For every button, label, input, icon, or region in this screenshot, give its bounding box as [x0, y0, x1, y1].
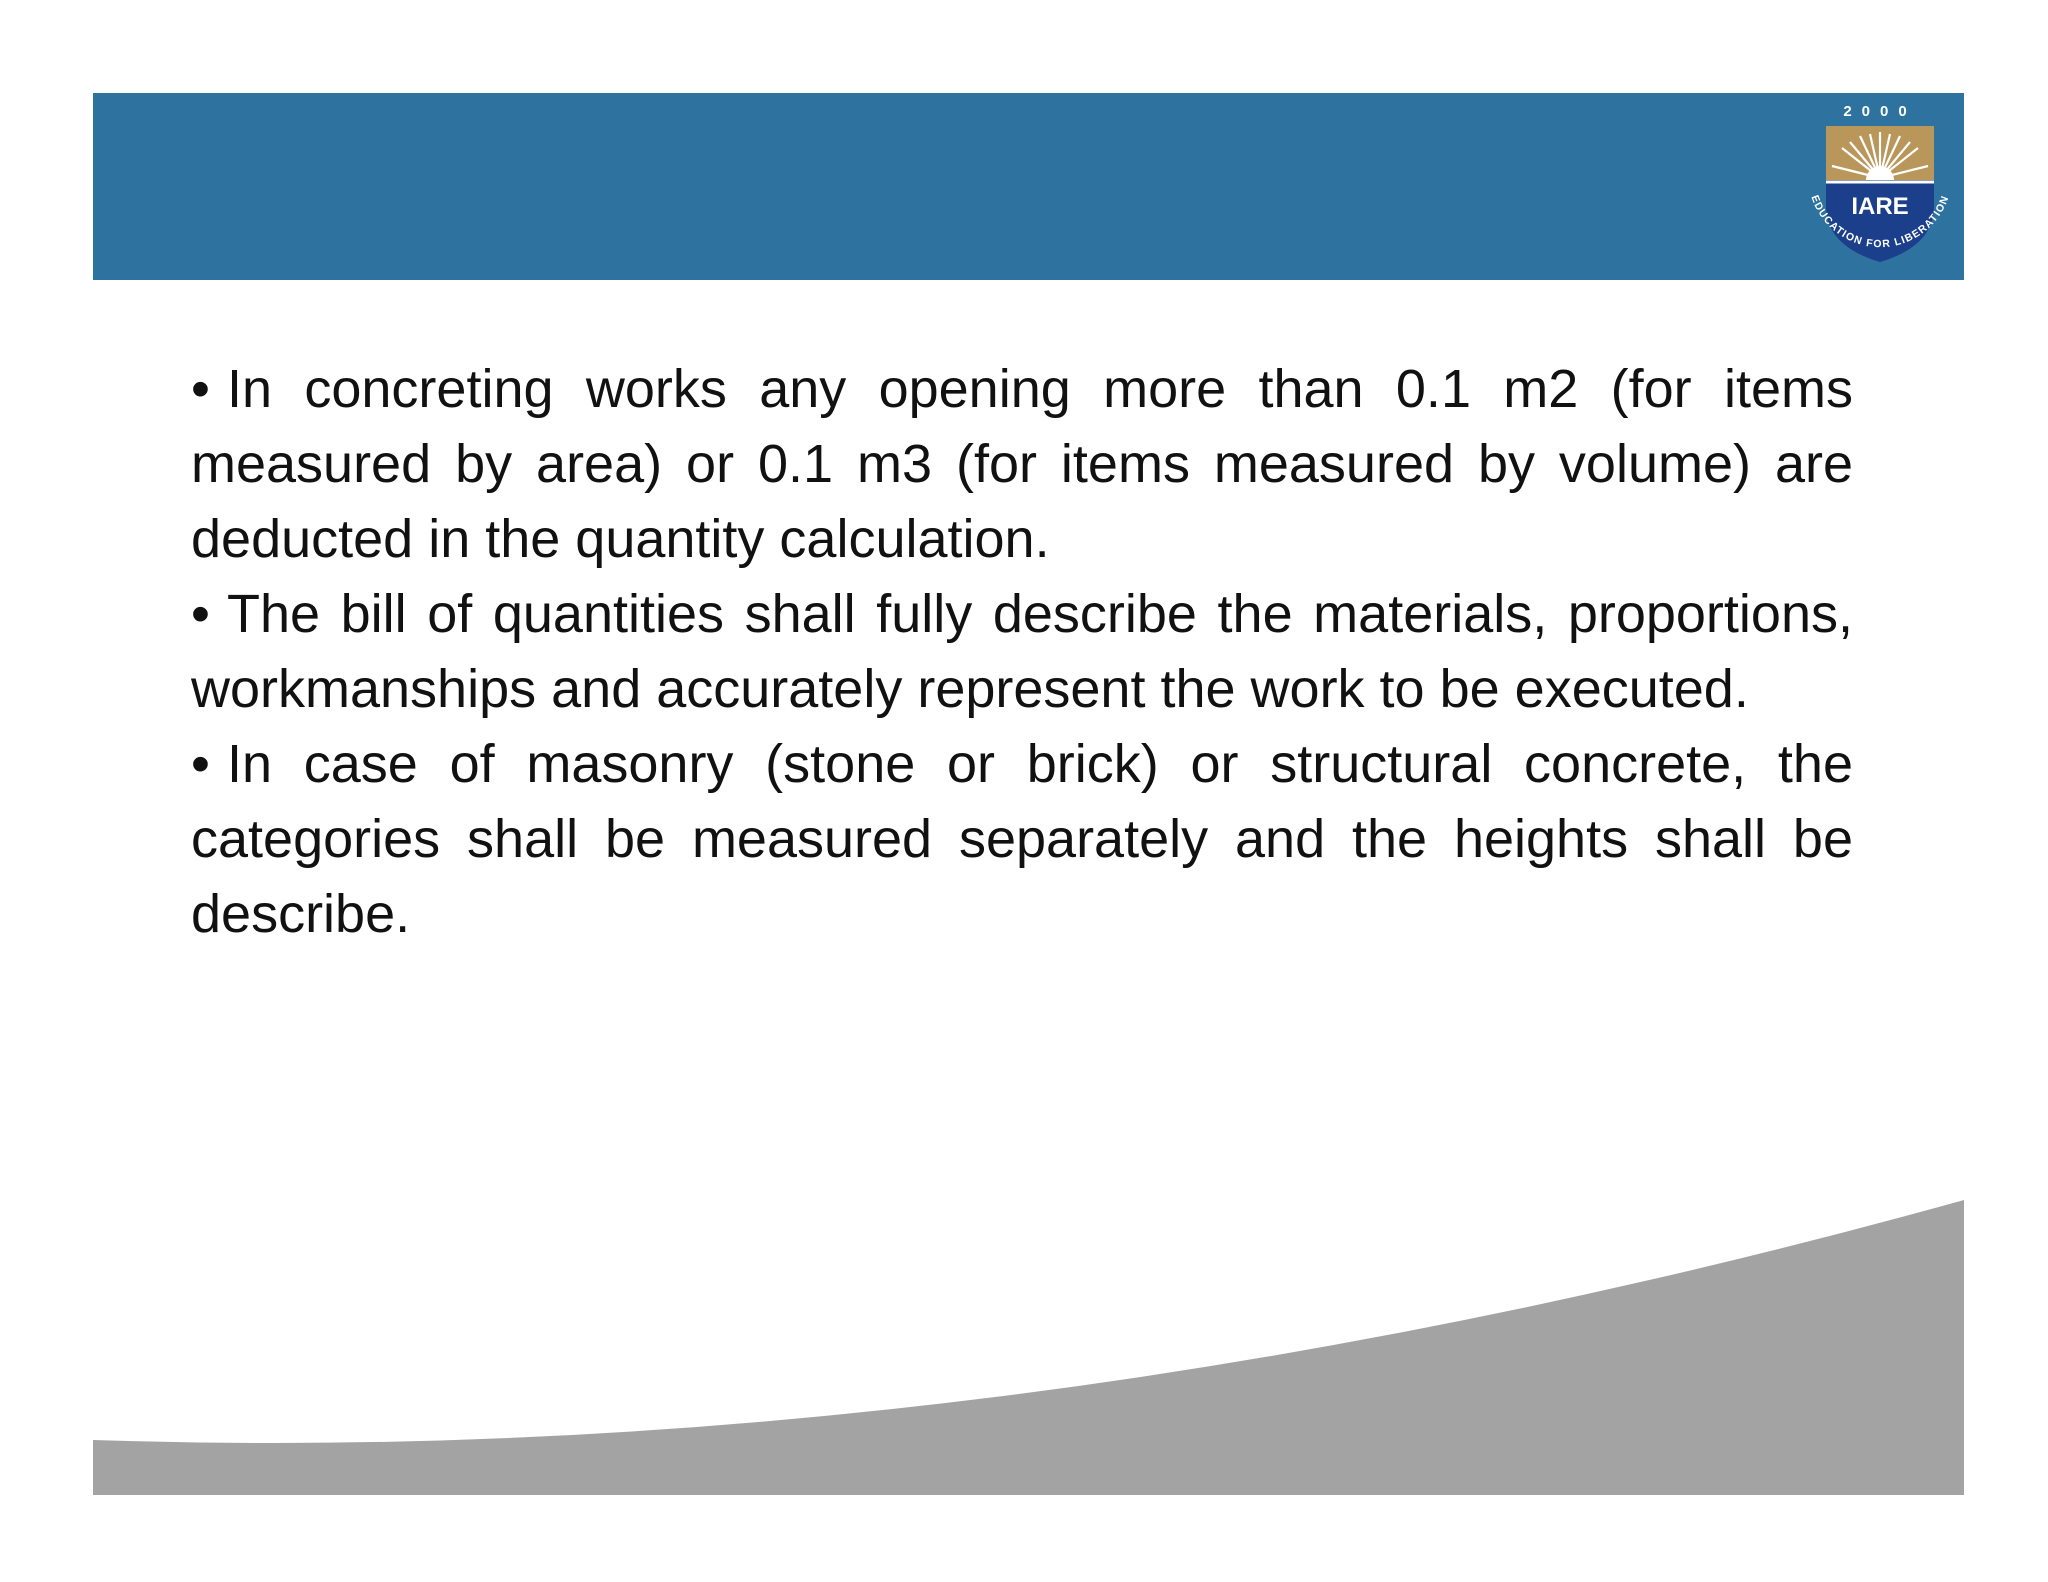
header-band	[93, 93, 1964, 280]
bullet-item	[191, 577, 1853, 727]
bullet-marker: •	[191, 584, 210, 644]
logo-year: 2000	[1843, 103, 1917, 120]
bullet-text: In case of masonry (stone or brick) or structural concrete, the categories shall be measured separately and the heights shall be describe.	[191, 734, 1853, 944]
bullet-text: In concreting works any opening more than 0.1 m2 (for items measured by area) or 0.1 m3 (for items measured by volume) are deducted in the quantity calculation.	[191, 359, 1853, 569]
logo-motto: EDUCATION FOR LIBERATION	[1808, 193, 1952, 251]
bullet-item	[191, 352, 1853, 577]
footer-wave	[93, 1195, 1964, 1495]
logo-name: IARE	[1851, 193, 1909, 220]
bullet-item	[191, 727, 1853, 952]
bullet-marker: •	[191, 359, 210, 419]
bullet-list	[191, 352, 1853, 952]
iare-logo-icon	[1798, 96, 1962, 278]
bullet-text: The bill of quantities shall fully describe the materials, proportions, workmanships and accurately represent the work to be executed.	[191, 584, 1853, 719]
bullet-marker: •	[191, 734, 210, 794]
